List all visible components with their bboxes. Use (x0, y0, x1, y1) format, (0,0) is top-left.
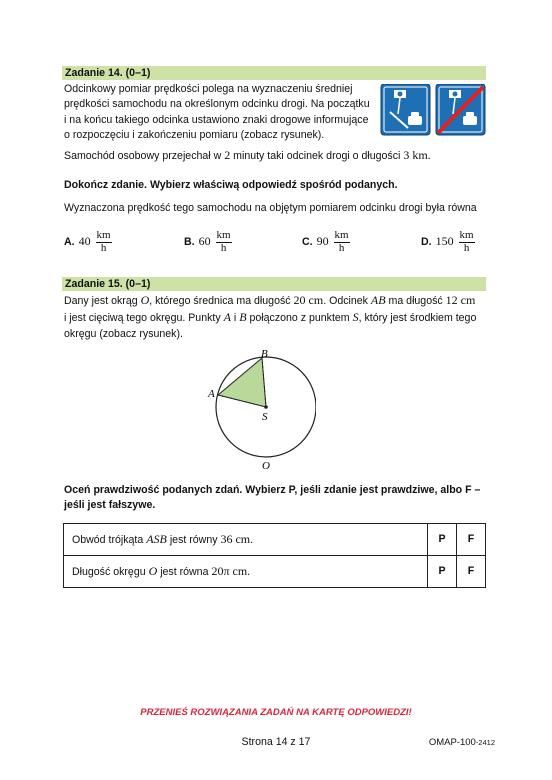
table-row (64, 556, 486, 588)
given-text: Samochód osobowy przejechał w (64, 150, 222, 162)
intro-line: Odcinkowy pomiar prędkości polega na wyznaczeniu średniej (64, 83, 353, 95)
task-15-header: Zadanie 15. (0–1) (62, 277, 486, 291)
center-point (264, 405, 268, 409)
label-b: B (261, 348, 268, 360)
answer-letter: D. (421, 235, 432, 248)
answer-a[interactable] (64, 230, 112, 254)
given-text: minuty taki odcinek drogi o długości (233, 150, 401, 162)
speed-measure-start-sign (381, 84, 430, 135)
label-s: S (262, 411, 268, 423)
task-14-question: Wyznaczona prędkość tego samochodu na objętym pomiarem odcinku drogi była równa (64, 202, 477, 214)
triangle-asb (218, 358, 266, 407)
speed-measure-end-sign (436, 84, 485, 135)
task-14-header: Zadanie 14. (0–1) (62, 66, 486, 80)
transfer-answers-note: PRZENIEŚ ROZWIĄZANIA ZADAŃ NA KARTĘ ODPOWIEDZI! (140, 707, 412, 718)
true-false-table (63, 523, 486, 588)
label-o: O (262, 460, 270, 472)
unit-fraction: $\frac{km}{h}$ (459, 229, 474, 254)
unit-fraction: $\frac{km}{h}$ (334, 229, 349, 254)
true-option[interactable]: P (428, 556, 457, 588)
answer-letter: C. (302, 235, 313, 248)
task-15-instruction: Oceń prawdziwość podanych zdań. Wybierz P, jeśli zdanie jest prawdziwe, albo F – jeśli jest fałszywe. (64, 484, 481, 512)
answer-c[interactable] (302, 230, 350, 254)
road-signs-figure (380, 84, 486, 136)
unit-fraction: $\frac{km}{h}$ (96, 229, 111, 254)
answer-b[interactable] (184, 230, 232, 254)
false-option[interactable]: F (457, 524, 486, 556)
task-14-instruction: Dokończ zdanie. Wybierz właściwą odpowiedź spośród podanych. (64, 179, 398, 191)
label-a: A (208, 388, 215, 400)
unit-fraction: $\frac{km}{h}$ (216, 229, 231, 254)
task-15-line: i jest cięciwą tego okręgu. Punkty A i B połączono z punktem S, który jest środkiem tego (64, 310, 477, 325)
task-14-intro (64, 82, 374, 143)
given-distance: 3 km. (403, 148, 431, 162)
given-time: 2 (224, 148, 231, 162)
car-icon (463, 116, 477, 125)
task-15-line: okręgu (zobacz rysunek). (64, 327, 183, 340)
answer-value: 150 (435, 233, 454, 248)
answer-letter: B. (184, 235, 195, 248)
circle-figure (196, 344, 316, 474)
answer-value: 90 (316, 233, 329, 248)
intro-line: o rozpoczęciu i zakończeniu pomiaru (zobacz rysunek). (64, 129, 325, 142)
task-15-line: Dany jest okrąg O, którego średnica ma długość 20 cm. Odcinek AB ma długość 12 cm (64, 293, 476, 307)
statement-cell: Długość okręgu O jest równa 20π cm. (64, 556, 428, 588)
answer-value: 40 (78, 233, 91, 248)
table-row (64, 524, 486, 556)
answer-letter: A. (64, 235, 75, 248)
car-icon (408, 116, 422, 125)
exam-code: OMAP-100-2412 (428, 737, 495, 748)
task-14-given (64, 147, 431, 164)
true-option[interactable]: P (428, 524, 457, 556)
false-option[interactable]: F (457, 556, 486, 588)
answer-d[interactable] (421, 230, 475, 254)
intro-line: i na końcu takiego odcinka ustawiono znaki drogowe informujące (64, 113, 369, 126)
intro-line: prędkości samochodu na określonym odcinku drogi. Na początku (64, 98, 370, 111)
answer-value: 60 (198, 233, 211, 248)
statement-cell: Obwód trójkąta ASB jest równy 36 cm. (64, 524, 428, 556)
page-number: Strona 14 z 17 (241, 736, 311, 748)
task-15-text (64, 292, 489, 342)
